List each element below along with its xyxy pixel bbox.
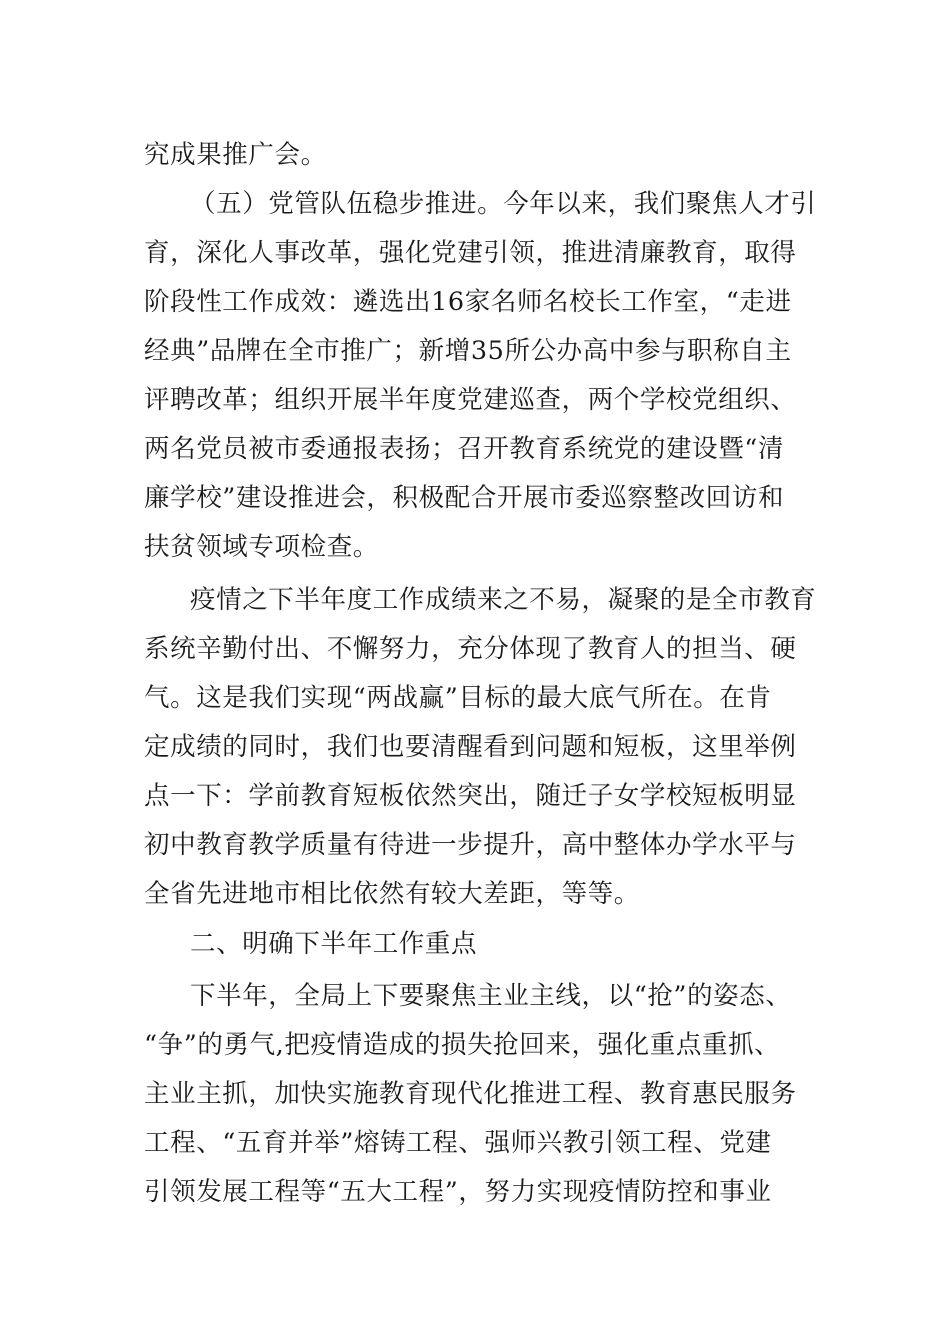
text-line: 定成绩的同时，我们也要清醒看到问题和短板，这里举例 (144, 732, 797, 762)
text-line: 气。这是我们实现“两战赢”目标的最大底气所在。在肯 (144, 683, 772, 713)
text-line: “争”的勇气,把疫情造成的损失抢回来，强化重点重抓、 (144, 1030, 781, 1060)
text-line: 系统辛勤付出、不懈努力，充分体现了教育人的担当、硬 (144, 634, 797, 664)
text-line: 廉学校”建设推进会，积极配合开展市委巡察整改回访和 (144, 483, 785, 513)
text-line: 阶段性工作成效：遴选出16家名师名校长工作室，“走进 (144, 287, 792, 317)
text-line: 全省先进地市相比依然有较大差距，等等。 (144, 879, 640, 909)
text-line: 究成果推广会。 (144, 140, 327, 170)
text-line: 评聘改革；组织开展半年度党建巡查，两个学校党组织、 (144, 385, 797, 415)
text-line: 工程、“五育并举”熔铸工程、强师兴教引领工程、党建 (144, 1128, 772, 1158)
text-line: 初中教育教学质量有待进一步提升，高中整体办学水平与 (144, 830, 797, 860)
text-line: 引领发展工程等“五大工程”，努力实现疫情防控和事业 (144, 1177, 772, 1207)
text-line: 经典”品牌在全市推广；新增35所公办高中参与职称自主 (144, 336, 792, 366)
text-line: 点一下：学前教育短板依然突出，随迁子女学校短板明显 (144, 781, 797, 811)
text-line: 扶贫领域专项检查。 (144, 532, 379, 562)
text-line: 两名党员被市委通报表扬；召开教育系统党的建设暨“清 (144, 434, 785, 464)
section-heading: 二、明确下半年工作重点 (190, 929, 478, 959)
text-line: 主业主抓，加快实施教育现代化推进工程、教育惠民服务 (144, 1079, 797, 1109)
paragraph-heading-line: （五）党管队伍稳步推进。今年以来，我们聚焦人才引 (190, 189, 817, 219)
text-line: 育，深化人事改革，强化党建引领，推进清廉教育，取得 (144, 238, 797, 268)
paragraph-first-line: 下半年，全局上下要聚焦主业主线，以“抢”的姿态、 (190, 981, 792, 1011)
paragraph-first-line: 疫情之下半年度工作成绩来之不易，凝聚的是全市教育 (190, 585, 817, 615)
